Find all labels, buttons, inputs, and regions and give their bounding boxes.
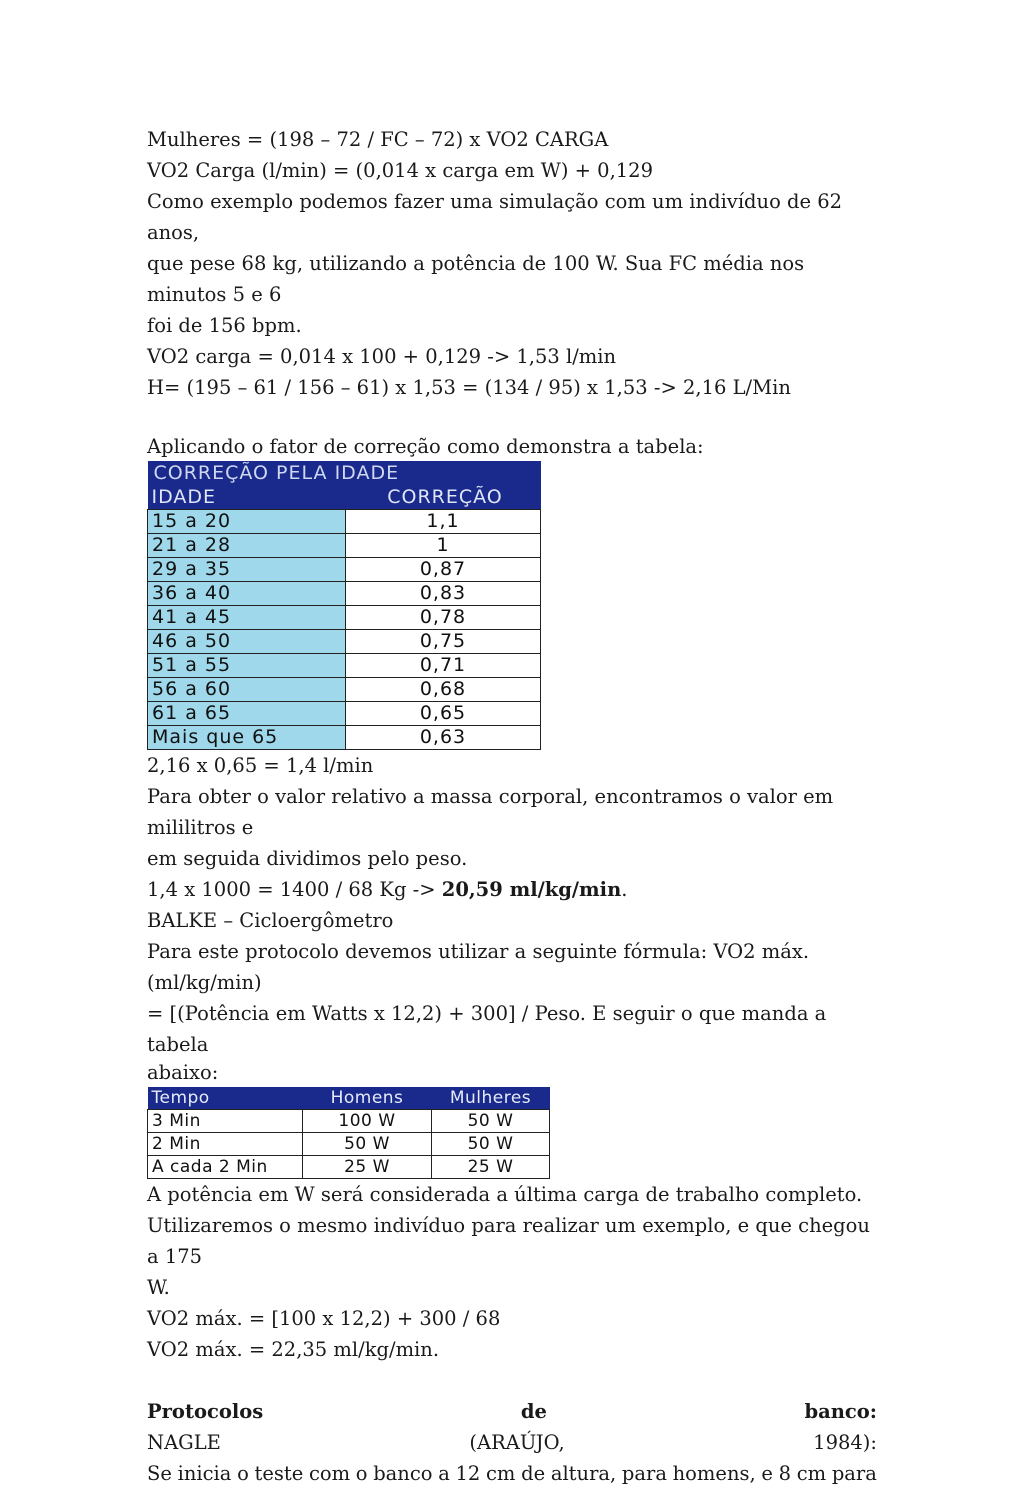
word: de xyxy=(521,1462,546,1485)
table-row xyxy=(148,510,541,534)
table-row xyxy=(148,558,541,582)
table-row xyxy=(148,606,541,630)
table-row xyxy=(148,654,541,678)
balke-load-table xyxy=(147,1087,550,1179)
correction-cell: 1 xyxy=(346,534,541,558)
age-cell: 29 a 35 xyxy=(148,558,346,582)
text-line: Como exemplo podemos fazer uma simulação com um indivíduo de 62 anos, xyxy=(147,190,843,244)
heading-word: banco: xyxy=(804,1400,877,1423)
table2-header-row xyxy=(148,1087,550,1110)
calc-suffix: . xyxy=(621,878,628,901)
word: o xyxy=(355,1462,368,1485)
text-line: VO2 carga = 0,014 x 100 + 0,129 -> 1,53 l/min xyxy=(147,345,617,368)
correction-cell: 0,65 xyxy=(346,702,541,726)
text-line: VO2 máx. = 22,35 ml/kg/min. xyxy=(147,1338,440,1361)
nagle-word: NAGLE xyxy=(147,1431,221,1454)
table-row xyxy=(148,1133,550,1156)
text-line: VO2 Carga (l/min) = (0,014 x carga em W) + 0,129 xyxy=(147,159,653,182)
correction-cell: 1,1 xyxy=(346,510,541,534)
age-cell: 51 a 55 xyxy=(148,654,346,678)
word: banco xyxy=(373,1462,433,1485)
table-row xyxy=(148,702,541,726)
text-line: H= (195 – 61 / 156 – 61) x 1,53 = (134 / 95) x 1,53 -> 2,16 L/Min xyxy=(147,376,791,399)
mulheres-cell: 50 W xyxy=(432,1110,550,1133)
word: inicia xyxy=(177,1462,232,1485)
age-cell: 21 a 28 xyxy=(148,534,346,558)
table2-header-mulheres: Mulheres xyxy=(432,1087,550,1110)
text-line: A potência em W será considerada a última carga de trabalho completo. xyxy=(147,1183,863,1206)
mulheres-cell: 25 W xyxy=(432,1156,550,1179)
age-cell: 46 a 50 xyxy=(148,630,346,654)
correction-cell: 0,87 xyxy=(346,558,541,582)
word: a xyxy=(438,1462,450,1485)
table-row xyxy=(148,534,541,558)
table-row xyxy=(148,1156,550,1179)
nagle-word: 1984): xyxy=(813,1431,877,1454)
word: 8 xyxy=(778,1462,792,1485)
nagle-line xyxy=(147,1427,877,1458)
text-line: abaixo: xyxy=(147,1061,219,1084)
text-line: Para este protocolo devemos utilizar a seguinte fórmula: VO2 máx. (ml/kg/min) xyxy=(147,940,810,994)
table1-header-row xyxy=(148,486,541,510)
word: e xyxy=(761,1462,773,1485)
word: cm xyxy=(486,1462,516,1485)
tempo-cell: 3 Min xyxy=(148,1110,303,1133)
age-cell: 15 a 20 xyxy=(148,510,346,534)
age-correction-table xyxy=(147,461,541,750)
tempo-cell: A cada 2 Min xyxy=(148,1156,303,1179)
text-line: Utilizaremos o mesmo indivíduo para realizar um exemplo, e que chegou a 175 xyxy=(147,1214,870,1268)
text-line: que pese 68 kg, utilizando a potência de 100 W. Sua FC média nos minutos 5 e 6 xyxy=(147,252,805,306)
word: altura, xyxy=(550,1462,617,1485)
table1-caption-row xyxy=(148,461,541,486)
text-line: = [(Potência em Watts x 12,2) + 300] / Peso. E seguir o que manda a tabela xyxy=(147,1002,827,1056)
homens-cell: 25 W xyxy=(303,1156,432,1179)
word: cm xyxy=(796,1462,827,1485)
word: com xyxy=(308,1462,351,1485)
correction-cell: 0,78 xyxy=(346,606,541,630)
table1-header-idade: IDADE xyxy=(148,486,346,510)
correction-cell: 0,63 xyxy=(346,726,541,750)
section-heading xyxy=(147,1396,877,1427)
table2-header-tempo: Tempo xyxy=(148,1087,303,1110)
word: Se xyxy=(147,1462,172,1485)
word: homens, xyxy=(672,1462,756,1485)
word: para xyxy=(621,1462,667,1485)
table1-header-correcao: CORREÇÃO xyxy=(346,486,541,510)
text-line: Mulheres = (198 – 72 / FC – 72) x VO2 CARGA xyxy=(147,128,609,151)
age-cell: 56 a 60 xyxy=(148,678,346,702)
correction-cell: 0,75 xyxy=(346,630,541,654)
table-row xyxy=(148,582,541,606)
word: o xyxy=(237,1462,249,1485)
text-line: Para obter o valor relativo a massa corporal, encontramos o valor em mililitros e xyxy=(147,785,834,839)
text-line: em seguida dividimos pelo peso. xyxy=(147,847,468,870)
calc-prefix: 1,4 x 1000 = 1400 / 68 Kg -> xyxy=(147,878,442,901)
word: 12 xyxy=(455,1462,481,1485)
heading-word: de xyxy=(520,1400,547,1423)
text-line: W. xyxy=(147,1276,170,1299)
correction-cell: 0,83 xyxy=(346,582,541,606)
text-line: foi de 156 bpm. xyxy=(147,314,302,337)
heading-word: Protocolos xyxy=(147,1400,264,1423)
table-row xyxy=(148,726,541,750)
age-cell: 41 a 45 xyxy=(148,606,346,630)
blank-line xyxy=(147,403,877,434)
age-cell: 36 a 40 xyxy=(148,582,346,606)
homens-cell: 50 W xyxy=(303,1133,432,1156)
calc-line xyxy=(147,874,877,905)
age-cell: Mais que 65 xyxy=(148,726,346,750)
correction-cell: 0,68 xyxy=(346,678,541,702)
document-body xyxy=(147,124,877,1489)
justified-last-line xyxy=(147,1458,877,1489)
text-line: 2,16 x 0,65 = 1,4 l/min xyxy=(147,754,374,777)
word: para xyxy=(831,1462,877,1485)
calc-result: 20,59 ml/kg/min xyxy=(441,878,622,901)
homens-cell: 100 W xyxy=(303,1110,432,1133)
table-row xyxy=(148,678,541,702)
table2-header-homens: Homens xyxy=(303,1087,432,1110)
table1-caption: CORREÇÃO PELA IDADE xyxy=(148,461,541,486)
correction-cell: 0,71 xyxy=(346,654,541,678)
text-line: VO2 máx. = [100 x 12,2) + 300 / 68 xyxy=(147,1307,501,1330)
mulheres-cell: 50 W xyxy=(432,1133,550,1156)
age-cell: 61 a 65 xyxy=(148,702,346,726)
tempo-cell: 2 Min xyxy=(148,1133,303,1156)
table1-intro: Aplicando o fator de correção como demonstra a tabela: xyxy=(147,435,704,458)
word: teste xyxy=(254,1462,304,1485)
table-row xyxy=(148,1110,550,1133)
blank-line xyxy=(147,1365,877,1396)
table-row xyxy=(148,630,541,654)
text-line: BALKE – Cicloergômetro xyxy=(147,909,394,932)
nagle-word: (ARAÚJO, xyxy=(469,1431,565,1454)
